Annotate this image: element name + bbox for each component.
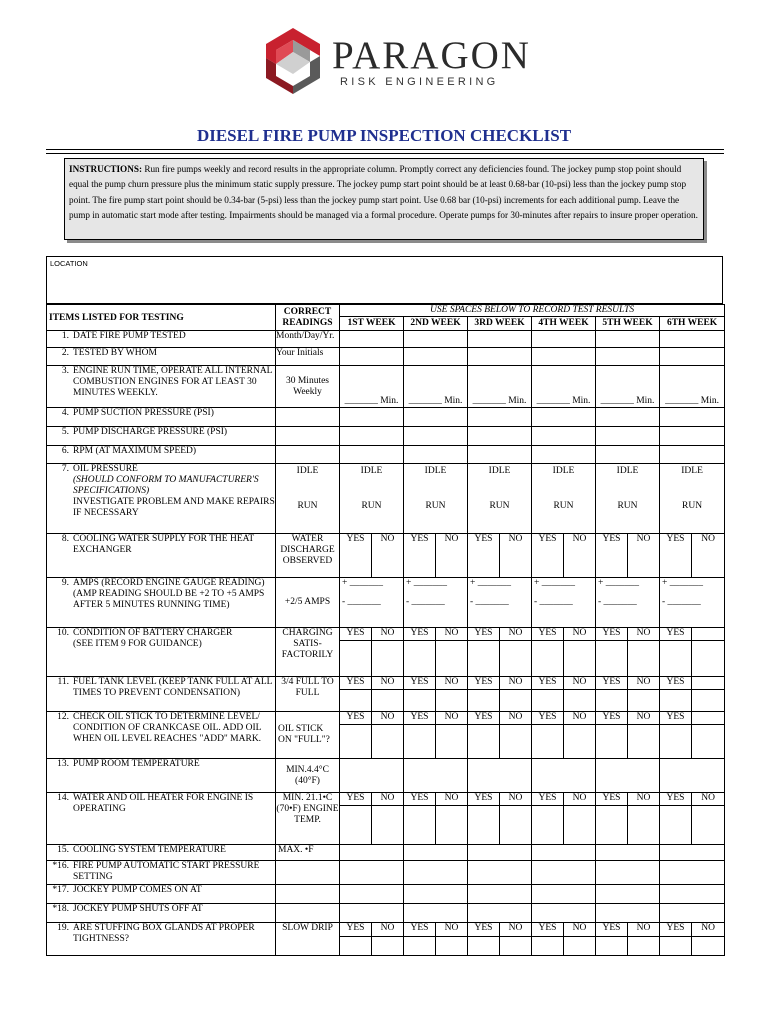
reading-13: MIN.4.4°C (40°F) bbox=[276, 759, 340, 793]
brand-name: PARAGON bbox=[332, 34, 531, 77]
entry-cell[interactable] bbox=[436, 641, 468, 677]
entry-cell[interactable] bbox=[340, 427, 404, 446]
reading-14: MIN. 21.1•C (70•F) ENGINE TEMP. bbox=[276, 793, 340, 845]
reading-10: CHARGING SATIS-FACTORILY bbox=[276, 628, 340, 677]
item-10: 10. CONDITION OF BATTERY CHARGER (SEE ITEM 9 FOR GUIDANCE) bbox=[47, 628, 276, 677]
yes-cell[interactable]: YES bbox=[468, 534, 500, 578]
entry-cell[interactable] bbox=[532, 641, 564, 677]
no-cell[interactable]: NO bbox=[436, 628, 468, 641]
entry-cell[interactable] bbox=[564, 641, 596, 677]
entry-cell[interactable]: _______ Min. bbox=[660, 366, 725, 408]
entry-cell[interactable] bbox=[468, 408, 532, 427]
instructions-label: INSTRUCTIONS: bbox=[69, 164, 143, 174]
entry-cell[interactable] bbox=[692, 690, 725, 712]
yes-cell[interactable]: YES bbox=[404, 712, 436, 725]
no-cell[interactable]: NO bbox=[628, 712, 660, 725]
yes-cell[interactable]: YES bbox=[660, 712, 692, 725]
entry-cell[interactable] bbox=[628, 725, 660, 759]
entry-cell[interactable] bbox=[660, 861, 725, 885]
table-row bbox=[47, 885, 725, 904]
entry-cell[interactable] bbox=[660, 904, 725, 923]
entry-cell[interactable] bbox=[532, 904, 596, 923]
reading-9: +2/5 AMPS bbox=[276, 578, 340, 628]
yes-cell[interactable]: YES bbox=[596, 628, 628, 641]
no-cell[interactable]: NO bbox=[564, 534, 596, 578]
entry-cell[interactable] bbox=[596, 331, 660, 348]
entry-cell[interactable] bbox=[340, 937, 372, 956]
entry-cell[interactable] bbox=[532, 446, 596, 464]
reading-17 bbox=[276, 885, 340, 904]
entry-cell[interactable]: _______ Min. bbox=[532, 366, 596, 408]
entry-cell[interactable] bbox=[692, 641, 725, 677]
entry-cell[interactable] bbox=[340, 446, 404, 464]
no-cell[interactable]: NO bbox=[692, 793, 725, 806]
table-row bbox=[47, 578, 725, 628]
reading-3: 30 Minutes Weekly bbox=[276, 366, 340, 408]
table-row bbox=[47, 793, 725, 806]
table-row bbox=[47, 845, 725, 861]
item-6: 6. RPM (AT MAXIMUM SPEED) bbox=[47, 446, 276, 464]
yes-cell[interactable]: YES bbox=[596, 793, 628, 806]
entry-cell[interactable] bbox=[596, 845, 660, 861]
entry-cell[interactable] bbox=[596, 904, 660, 923]
entry-cell[interactable] bbox=[532, 845, 596, 861]
entry-cell[interactable] bbox=[532, 806, 564, 845]
yes-cell[interactable]: YES bbox=[340, 712, 372, 725]
entry-cell[interactable] bbox=[628, 806, 660, 845]
no-cell[interactable]: NO bbox=[500, 534, 532, 578]
use-spaces-header: USE SPACES BELOW TO RECORD TEST RESULTS bbox=[340, 305, 725, 317]
no-cell[interactable]: NO bbox=[436, 534, 468, 578]
reading-16 bbox=[276, 861, 340, 885]
entry-cell[interactable] bbox=[596, 427, 660, 446]
idle-run-cell[interactable]: IDLE RUN bbox=[468, 464, 532, 534]
no-cell[interactable]: NO bbox=[372, 712, 404, 725]
entry-cell[interactable] bbox=[404, 885, 468, 904]
entry-cell[interactable] bbox=[500, 690, 532, 712]
entry-cell[interactable] bbox=[468, 806, 500, 845]
table-row bbox=[47, 427, 725, 446]
no-cell[interactable]: NO bbox=[692, 534, 725, 578]
entry-cell[interactable] bbox=[340, 885, 404, 904]
yes-cell[interactable]: YES bbox=[532, 534, 564, 578]
yes-cell[interactable]: YES bbox=[404, 923, 436, 937]
no-cell[interactable]: NO bbox=[436, 712, 468, 725]
entry-cell[interactable] bbox=[532, 348, 596, 366]
entry-cell[interactable] bbox=[340, 690, 372, 712]
item-5: 5. PUMP DISCHARGE PRESSURE (PSI) bbox=[47, 427, 276, 446]
no-cell[interactable]: NO bbox=[372, 923, 404, 937]
item-4: 4. PUMP SUCTION PRESSURE (PSI) bbox=[47, 408, 276, 427]
entry-cell[interactable] bbox=[468, 331, 532, 348]
reading-15: MAX. •F bbox=[276, 845, 340, 861]
table-row bbox=[47, 534, 725, 578]
entry-cell[interactable] bbox=[500, 641, 532, 677]
yes-cell[interactable]: YES bbox=[596, 923, 628, 937]
entry-cell[interactable] bbox=[532, 725, 564, 759]
table-row bbox=[47, 904, 725, 923]
no-cell[interactable]: NO bbox=[436, 923, 468, 937]
entry-cell[interactable] bbox=[660, 937, 692, 956]
no-cell[interactable]: NO bbox=[564, 923, 596, 937]
yes-cell[interactable]: YES bbox=[340, 923, 372, 937]
entry-cell[interactable] bbox=[660, 725, 692, 759]
no-cell[interactable]: NO bbox=[628, 677, 660, 690]
item-15: 15. COOLING SYSTEM TEMPERATURE bbox=[47, 845, 276, 861]
entry-cell[interactable] bbox=[596, 641, 628, 677]
no-cell[interactable]: NO bbox=[500, 628, 532, 641]
no-cell[interactable]: NO bbox=[628, 628, 660, 641]
amps-cell[interactable]: + _______ - _______ bbox=[404, 578, 468, 628]
entry-cell[interactable] bbox=[660, 348, 725, 366]
yes-cell[interactable]: YES bbox=[340, 628, 372, 641]
amps-cell[interactable]: + _______ - _______ bbox=[468, 578, 532, 628]
table-row bbox=[47, 366, 725, 408]
entry-cell[interactable] bbox=[596, 937, 628, 956]
reading-5 bbox=[276, 427, 340, 446]
yes-cell[interactable]: YES bbox=[404, 677, 436, 690]
yes-cell[interactable]: YES bbox=[660, 534, 692, 578]
week-3-header: 3RD WEEK bbox=[468, 317, 532, 331]
location-field[interactable] bbox=[46, 256, 723, 304]
yes-cell[interactable]: YES bbox=[468, 923, 500, 937]
entry-cell[interactable] bbox=[404, 861, 468, 885]
entry-cell[interactable] bbox=[404, 845, 468, 861]
yes-cell[interactable]: YES bbox=[660, 923, 692, 937]
brand-subtitle: RISK ENGINEERING bbox=[340, 76, 499, 88]
entry-cell[interactable] bbox=[404, 348, 468, 366]
checklist-table bbox=[46, 304, 725, 956]
reading-1: Month/Day/Yr. bbox=[276, 331, 340, 348]
entry-cell[interactable] bbox=[660, 427, 725, 446]
no-cell[interactable]: NO bbox=[628, 923, 660, 937]
amps-cell[interactable]: + _______ - _______ bbox=[596, 578, 660, 628]
entry-cell[interactable] bbox=[340, 641, 372, 677]
no-cell[interactable]: NO bbox=[500, 923, 532, 937]
entry-cell[interactable] bbox=[340, 331, 404, 348]
entry-cell[interactable] bbox=[500, 806, 532, 845]
entry-cell[interactable] bbox=[468, 759, 532, 793]
item-19: 19. ARE STUFFING BOX GLANDS AT PROPER TIGHTNESS? bbox=[47, 923, 276, 956]
reading-4 bbox=[276, 408, 340, 427]
entry-cell[interactable] bbox=[340, 861, 404, 885]
item-14: 14. WATER AND OIL HEATER FOR ENGINE IS OPERATING bbox=[47, 793, 276, 845]
entry-cell[interactable] bbox=[340, 348, 404, 366]
no-cell[interactable]: NO bbox=[436, 793, 468, 806]
amps-cell[interactable]: + _______ - _______ bbox=[660, 578, 725, 628]
amps-cell[interactable]: + _______ - _______ bbox=[340, 578, 404, 628]
reading-11: 3/4 FULL TO FULL bbox=[276, 677, 340, 712]
yes-cell[interactable]: YES bbox=[532, 793, 564, 806]
week-5-header: 5TH WEEK bbox=[596, 317, 660, 331]
entry-cell[interactable] bbox=[500, 725, 532, 759]
no-cell[interactable]: NO bbox=[372, 793, 404, 806]
entry-cell[interactable]: _______ Min. bbox=[596, 366, 660, 408]
yes-cell[interactable]: YES bbox=[340, 793, 372, 806]
table-row bbox=[47, 712, 725, 725]
no-cell[interactable]: NO bbox=[628, 534, 660, 578]
yes-cell[interactable]: YES bbox=[532, 712, 564, 725]
idle-run-cell[interactable]: IDLE RUN bbox=[660, 464, 725, 534]
entry-cell[interactable] bbox=[532, 759, 596, 793]
week-2-header: 2ND WEEK bbox=[404, 317, 468, 331]
instructions-box bbox=[64, 158, 704, 240]
entry-cell[interactable] bbox=[692, 806, 725, 845]
item-3: 3. ENGINE RUN TIME, OPERATE ALL INTERNAL COMBUSTION ENGINES FOR AT LEAST 30 MINUTES WEEKLY. bbox=[47, 366, 276, 408]
table-row bbox=[47, 408, 725, 427]
entry-cell[interactable] bbox=[596, 408, 660, 427]
entry-cell[interactable] bbox=[596, 885, 660, 904]
entry-cell[interactable] bbox=[404, 408, 468, 427]
entry-cell[interactable] bbox=[468, 885, 532, 904]
table-row bbox=[47, 446, 725, 464]
yes-cell[interactable]: YES bbox=[468, 677, 500, 690]
entry-cell[interactable] bbox=[596, 759, 660, 793]
entry-cell[interactable] bbox=[340, 904, 404, 923]
entry-cell[interactable] bbox=[404, 806, 436, 845]
entry-cell[interactable] bbox=[692, 628, 725, 641]
reading-2: Your Initials bbox=[276, 348, 340, 366]
table-row bbox=[47, 331, 725, 348]
no-cell[interactable]: NO bbox=[564, 793, 596, 806]
entry-cell[interactable] bbox=[468, 861, 532, 885]
yes-cell[interactable]: YES bbox=[596, 677, 628, 690]
entry-cell[interactable] bbox=[404, 331, 468, 348]
yes-cell[interactable]: YES bbox=[660, 677, 692, 690]
entry-cell[interactable] bbox=[660, 885, 725, 904]
entry-cell[interactable] bbox=[660, 806, 692, 845]
table-row bbox=[47, 348, 725, 366]
entry-cell[interactable] bbox=[660, 690, 692, 712]
idle-run-cell[interactable]: IDLE RUN bbox=[532, 464, 596, 534]
entry-cell[interactable] bbox=[372, 937, 404, 956]
entry-cell[interactable] bbox=[596, 725, 628, 759]
yes-cell[interactable]: YES bbox=[468, 628, 500, 641]
yes-cell[interactable]: YES bbox=[532, 677, 564, 690]
reading-7: IDLE RUN bbox=[276, 464, 340, 534]
entry-cell[interactable] bbox=[340, 725, 372, 759]
entry-cell[interactable] bbox=[340, 408, 404, 427]
idle-run-cell[interactable]: IDLE RUN bbox=[340, 464, 404, 534]
location-label: LOCATION bbox=[50, 259, 88, 268]
entry-cell[interactable]: _______ Min. bbox=[404, 366, 468, 408]
item-17: *17. JOCKEY PUMP COMES ON AT bbox=[47, 885, 276, 904]
entry-cell[interactable] bbox=[468, 690, 500, 712]
no-cell[interactable]: NO bbox=[500, 712, 532, 725]
yes-cell[interactable]: YES bbox=[596, 534, 628, 578]
no-cell[interactable]: NO bbox=[628, 793, 660, 806]
item-16: *16. FIRE PUMP AUTOMATIC START PRESSURE SETTING bbox=[47, 861, 276, 885]
entry-cell[interactable] bbox=[532, 408, 596, 427]
entry-cell[interactable] bbox=[436, 806, 468, 845]
reading-6 bbox=[276, 446, 340, 464]
entry-cell[interactable] bbox=[660, 446, 725, 464]
table-row bbox=[47, 923, 725, 937]
entry-cell[interactable] bbox=[404, 690, 436, 712]
week-1-header: 1ST WEEK bbox=[340, 317, 404, 331]
page-title: DIESEL FIRE PUMP INSPECTION CHECKLIST bbox=[196, 126, 572, 145]
entry-cell[interactable] bbox=[468, 446, 532, 464]
yes-cell[interactable]: YES bbox=[532, 923, 564, 937]
table-row bbox=[47, 677, 725, 690]
idle-run-cell[interactable]: IDLE RUN bbox=[404, 464, 468, 534]
entry-cell[interactable] bbox=[532, 861, 596, 885]
entry-cell[interactable] bbox=[532, 427, 596, 446]
entry-cell[interactable] bbox=[372, 725, 404, 759]
reading-19: SLOW DRIP bbox=[276, 923, 340, 956]
entry-cell[interactable] bbox=[660, 641, 692, 677]
idle-run-cell[interactable]: IDLE RUN bbox=[596, 464, 660, 534]
yes-cell[interactable]: YES bbox=[340, 534, 372, 578]
yes-cell[interactable]: YES bbox=[404, 628, 436, 641]
reading-18 bbox=[276, 904, 340, 923]
entry-cell[interactable] bbox=[404, 446, 468, 464]
entry-cell[interactable] bbox=[564, 806, 596, 845]
yes-cell[interactable]: YES bbox=[340, 677, 372, 690]
item-13: 13. PUMP ROOM TEMPERATURE bbox=[47, 759, 276, 793]
no-cell[interactable]: NO bbox=[372, 677, 404, 690]
entry-cell[interactable] bbox=[532, 937, 564, 956]
items-header: ITEMS LISTED FOR TESTING bbox=[47, 305, 276, 331]
entry-cell[interactable] bbox=[404, 904, 468, 923]
entry-cell[interactable] bbox=[532, 331, 596, 348]
correct-readings-header: CORRECT READINGS bbox=[276, 305, 340, 331]
week-4-header: 4TH WEEK bbox=[532, 317, 596, 331]
entry-cell[interactable] bbox=[372, 690, 404, 712]
entry-cell[interactable] bbox=[564, 725, 596, 759]
item-18: *18. JOCKEY PUMP SHUTS OFF AT bbox=[47, 904, 276, 923]
entry-cell[interactable] bbox=[628, 937, 660, 956]
entry-cell[interactable] bbox=[628, 690, 660, 712]
yes-cell[interactable]: YES bbox=[660, 793, 692, 806]
entry-cell[interactable] bbox=[468, 845, 532, 861]
entry-cell[interactable] bbox=[404, 759, 468, 793]
no-cell[interactable]: NO bbox=[372, 534, 404, 578]
entry-cell[interactable] bbox=[660, 845, 725, 861]
table-row bbox=[47, 628, 725, 641]
entry-cell[interactable] bbox=[660, 759, 725, 793]
entry-cell[interactable] bbox=[372, 641, 404, 677]
entry-cell[interactable] bbox=[404, 937, 436, 956]
no-cell[interactable]: NO bbox=[500, 793, 532, 806]
yes-cell[interactable]: YES bbox=[468, 712, 500, 725]
entry-cell[interactable] bbox=[532, 690, 564, 712]
table-row bbox=[47, 759, 725, 793]
entry-cell[interactable] bbox=[436, 937, 468, 956]
entry-cell[interactable] bbox=[468, 641, 500, 677]
entry-cell[interactable] bbox=[564, 690, 596, 712]
entry-cell[interactable] bbox=[372, 806, 404, 845]
entry-cell[interactable] bbox=[404, 641, 436, 677]
entry-cell[interactable] bbox=[436, 725, 468, 759]
yes-cell[interactable]: YES bbox=[468, 793, 500, 806]
entry-cell[interactable] bbox=[500, 937, 532, 956]
entry-cell[interactable] bbox=[340, 806, 372, 845]
entry-cell[interactable] bbox=[468, 904, 532, 923]
entry-cell[interactable] bbox=[404, 725, 436, 759]
item-8: 8. COOLING WATER SUPPLY FOR THE HEAT EXCHANGER bbox=[47, 534, 276, 578]
entry-cell[interactable] bbox=[564, 937, 596, 956]
item-1: 1. DATE FIRE PUMP TESTED bbox=[47, 331, 276, 348]
entry-cell[interactable] bbox=[596, 446, 660, 464]
table-row bbox=[47, 464, 725, 534]
item-9: 9. AMPS (RECORD ENGINE GAUGE READING) (AMP READING SHOULD BE +2 TO +5 AMPS AFTER 5 MINUTES RUNNING TIME) bbox=[47, 578, 276, 628]
item-11: 11. FUEL TANK LEVEL (KEEP TANK FULL AT ALL TIMES TO PREVENT CONDENSATION) bbox=[47, 677, 276, 712]
entry-cell[interactable] bbox=[692, 937, 725, 956]
entry-cell[interactable] bbox=[596, 806, 628, 845]
entry-cell[interactable] bbox=[436, 690, 468, 712]
item-12: 12. CHECK OIL STICK TO DETERMINE LEVEL/ CONDITION OF CRANKCASE OIL. ADD OIL WHEN OIL LEVEL REACHES "ADD" MARK. bbox=[47, 712, 276, 759]
yes-cell[interactable]: YES bbox=[404, 793, 436, 806]
no-cell[interactable]: NO bbox=[372, 628, 404, 641]
entry-cell[interactable] bbox=[468, 725, 500, 759]
entry-cell[interactable]: _______ Min. bbox=[340, 366, 404, 408]
no-cell[interactable]: NO bbox=[500, 677, 532, 690]
amps-cell[interactable]: + _______ - _______ bbox=[532, 578, 596, 628]
entry-cell[interactable] bbox=[340, 759, 404, 793]
yes-cell[interactable]: YES bbox=[532, 628, 564, 641]
entry-cell[interactable] bbox=[404, 427, 468, 446]
table-row bbox=[47, 861, 725, 885]
entry-cell[interactable] bbox=[660, 331, 725, 348]
entry-cell[interactable] bbox=[596, 861, 660, 885]
entry-cell[interactable] bbox=[628, 641, 660, 677]
no-cell[interactable]: NO bbox=[436, 677, 468, 690]
item-2: 2. TESTED BY WHOM bbox=[47, 348, 276, 366]
item-7: 7. OIL PRESSURE (SHOULD CONFORM TO MANUFACTURER'S SPECIFICATIONS) INVESTIGATE PROBLEM AND MAKE REPAIRS IF NECESSARY bbox=[47, 464, 276, 534]
entry-cell[interactable] bbox=[532, 885, 596, 904]
entry-cell[interactable] bbox=[468, 937, 500, 956]
entry-cell[interactable] bbox=[468, 348, 532, 366]
yes-cell[interactable]: YES bbox=[660, 628, 692, 641]
no-cell[interactable]: NO bbox=[564, 628, 596, 641]
entry-cell[interactable]: _______ Min. bbox=[468, 366, 532, 408]
entry-cell[interactable] bbox=[692, 725, 725, 759]
paragon-logo bbox=[262, 26, 552, 96]
reading-8: WATER DISCHARGE OBSERVED bbox=[276, 534, 340, 578]
entry-cell[interactable] bbox=[692, 712, 725, 725]
reading-12: OIL STICK ON "FULL"? bbox=[276, 712, 340, 759]
entry-cell[interactable] bbox=[340, 845, 404, 861]
entry-cell[interactable] bbox=[596, 690, 628, 712]
entry-cell[interactable] bbox=[692, 677, 725, 690]
instructions-text: Run fire pumps weekly and record results in the appropriate column. Promptly correct any deficiencies found. The jockey pump stop point should equal the pump churn pressure plus the minimum static supply pressure. The jockey pump start point should be at least 0.68-bar (10-psi) less than the jockey pump stop point. The fire pump start point should be 0.34-bar (5-psi) less than the jockey pump start point. Use 0.68 bar (10-psi) increments for each additional pump. Leave the pump in automatic start mode after testing. Impairments should be managed via a formal procedure. Operate pumps for 30-minutes after repairs to insure proper operation. bbox=[69, 164, 698, 220]
entry-cell[interactable] bbox=[596, 348, 660, 366]
title-divider bbox=[46, 149, 724, 154]
no-cell[interactable]: NO bbox=[564, 677, 596, 690]
no-cell[interactable]: NO bbox=[692, 923, 725, 937]
yes-cell[interactable]: YES bbox=[596, 712, 628, 725]
no-cell[interactable]: NO bbox=[564, 712, 596, 725]
entry-cell[interactable] bbox=[468, 427, 532, 446]
paragon-logo-icon bbox=[262, 26, 324, 96]
week-6-header: 6TH WEEK bbox=[660, 317, 725, 331]
yes-cell[interactable]: YES bbox=[404, 534, 436, 578]
entry-cell[interactable] bbox=[660, 408, 725, 427]
